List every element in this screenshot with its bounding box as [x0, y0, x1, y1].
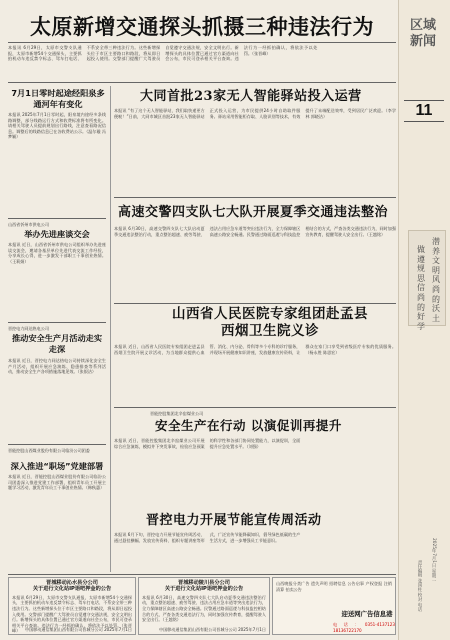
mid-sub: 晋能控股集团北辛窑煤业公司 [150, 411, 204, 416]
mid-headline-4: 安全生产在行动 以演促训再提升 [155, 418, 342, 433]
left-rule-1 [8, 218, 106, 219]
ad-2-body: 本报讯 6月30日，高速交警四支队七大队启动夏季交通违法整治行动，重点整治超速、疲劳驾驶、违法占用应急车道等突出违法行为，全力保障辖区高速公路安全畅通。民警通过路面巡逻与科技监控相结合的方式，严查各类交通违法行为，同时加强宣传教育，提醒驾驶人安全出行。（王越铭） [142, 594, 266, 623]
mid-text-2: 本报讯 6月30日，高速交警四支队七大队启动夏季交通违法整治行动，重点整治超速、疲劳驾驶、违法占用应急车道等突出违法行为，全力保障辖区高速公路安全畅通。民警通过路面巡逻与科技监控相结合的方式，严查各类交通违法行为，同时加强宣传教育，提醒驾驶人安全出行。（王越铭） [114, 226, 396, 237]
ad-3-phone: 电话：0351-4137123 18136722170 [333, 622, 395, 633]
editor-info: 责任编辑 张国柱 校对 电话 [417, 560, 422, 612]
ads-top-rule [8, 574, 396, 575]
left-headline-1: 7月1日零时起途经阳泉多通河年有变化 [11, 88, 105, 109]
mid-headline-1: 大同首批23家无人智能驿站投入运营 [140, 89, 362, 104]
issue-date: 2025年7月1日 星期二 [431, 538, 436, 582]
ad-box-1 [8, 577, 136, 635]
ad-1-subtitle: 关于进行文化站IP语吧押金的公告 [32, 586, 112, 593]
left-text-1: 本报讯 2025年7月1日零时起，阳泉境内途经多条线路调整，部分线路运行方式和收费标准将有所变化。请相关驾驶人员提前规划出行路线，注意查看路况信息。调整后的线路信息已在各收费站公示。（温尔璇 冯梦颖） [8, 112, 106, 140]
ad-3-brand: 迎送网广告信息港 [341, 610, 393, 618]
left-sub-1: 山西省忻州市供电公司 [8, 222, 49, 227]
left-sub-2: 晋控电力同达热电公司 [8, 326, 49, 331]
left-headline-2: 举办先进座谈交会 [24, 229, 90, 239]
mid-rule-2 [114, 303, 396, 304]
mid-rule-3 [114, 407, 396, 408]
section-title: 区域新闻 [409, 18, 436, 49]
ad-3-lines: 山西晚报分类广告 遗失声明 招聘信息 公告启事 产权登报 注销清算 拍卖公告 [276, 581, 392, 592]
mid-headline-5: 晋控电力开展节能宣传周活动 [146, 513, 322, 528]
slogan-box [408, 230, 446, 331]
mid-text-3: 本报讯 近日，山西省人民医院专家组团走进孟县西烟卫生院开展义诊活动，为当地群众提供心血管、消化、内分泌、骨科等多个专科的诊疗服务，并现场开展健康知识讲座，发放健康宣传资料，让群众在家门口享受到省级医疗专家的优质服务。（杨永胜 陈思宏） [114, 344, 396, 355]
left-headline-3: 推动安全生产月活动走实走深 [11, 333, 103, 354]
mid-text-4: 本报讯 近日，晋能控股集团北辛窑煤业公司开展综合应急演练，模拟井下突发事故，检验应急预案的科学性和各部门协同处置能力，以演促训，全面提升应急处置水平。（刘强） [114, 438, 301, 449]
ad-2-footer: 中国移动通信集团山西有限公司晋城分公司 2025年7月1日 [159, 626, 266, 632]
ad-1-title: 晋城移动沁水县分公司 [46, 580, 98, 586]
left-column-divider [110, 86, 111, 572]
mid-headline-3: 山西省人民医院专家组团赴孟县西烟卫生院义诊 [172, 306, 368, 339]
mid-text-5: 本报讯 6月下旬，晋控电力开展节能宣传周活动，通过悬挂横幅、发放宣传资料、组织专题讲座等形式，广泛宣传节能降碳知识，倡导绿色低碳的生产生活方式，进一步增强员工节能意识。 [114, 532, 301, 543]
mid-text-1: 本报讯 “有了这个无人智能驿站，我们取快递更方便啦！”日前，大同市城区首批23家无人智能驿站正式投入运营，为市民提供24小时自助取件服务。驿站采用智能柜存取、人脸识别等技术，有效提升了末端配送效率，受到居民广泛欢迎。（李学林 郭晓洁） [114, 108, 396, 119]
left-text-4: 本报讯 近日，晋能控股山西煤业股份有限公司临汾公司团委深入推进党建工作部署，组织青年员工开展主题学习活动，激发青年员工干事创业热情。（韩秋惠） [8, 474, 106, 491]
left-rule-2 [8, 322, 106, 323]
ad-1-body: 本报讯 6月29日，太原市交警支队通报，太原市新增54个交通探头，主要抓拍机动车违反禁令标志、驾车打电话、不系安全带三种违法行为。这些新增探头位于市区主要路口和路段，将从即日起投入使用。交警部门提醒广大驾驶员自觉遵守交通法规，安全文明出行。新增探头的具体位置已通过官方渠道向社会公布，市民可登录相关平台查询。违法行为一经抓拍确认，将依法予以处罚。（张晋峰） [12, 594, 132, 634]
left-text-3: 本报讯 近日，晋控电力同达热电公司持续深化安全生产月活动，组织开展应急演练、隐患排查等系列活动，推动安全生产各项措施落地见效。（张银洁） [8, 358, 106, 375]
ad-1-footer: 中国移动通信集团山西有限公司晋城分公司 2025年7月1日 [25, 626, 132, 632]
headline-rule [8, 42, 396, 43]
ad-box-3 [272, 577, 396, 635]
ad-2-subtitle: 关于进行文化站IP语吧押金的公告 [164, 586, 244, 593]
lead-bottom-rule [8, 82, 396, 83]
lead-article-text: 本报讯 6月29日，太原市交警支队通报，太原市新增54个交通探头，主要抓拍机动车违反禁令标志、驾车打电话、不系安全带三种违法行为。这些新增探头位于市区主要路口和路段，将从即日起投入使用。交警部门提醒广大驾驶员自觉遵守交通法规，安全文明出行。新增探头的具体位置已通过官方渠道向社会公布，市民可登录相关平台查询。违法行为一经抓拍确认，将依法予以处罚。（张晋峰） [8, 45, 318, 62]
slogan-left: 做遵规思信尚的好学 [417, 245, 425, 331]
page-number: 11 [404, 100, 444, 122]
mid-headline-2: 高速交警四支队七大队开展夏季交通违法整治 [118, 205, 389, 220]
mid-rule-1 [114, 197, 396, 198]
slogan-right: 潜养文明风尚的沃土 [432, 237, 440, 323]
main-headline: 太原新增交通探头抓摄三种违法行为 [30, 14, 374, 39]
ad-box-2 [138, 577, 270, 635]
ad-2-title: 晋城移动陵川县分公司 [178, 580, 230, 586]
left-sub-3: 晋能控股山西煤业股份有限公司临汾公司团委 [8, 448, 90, 453]
left-headline-4: 深入推进“职场”党建部署 [10, 461, 104, 471]
left-rule-3 [8, 444, 106, 445]
left-text-2: 本报讯 近日，山西省忻州市供电公司组织举办先进座谈交流会，邀请各基层单位先进代表交流工作经验，分享成长心得，进一步激发干部职工干事创业热情。（王莉娟） [8, 242, 106, 264]
